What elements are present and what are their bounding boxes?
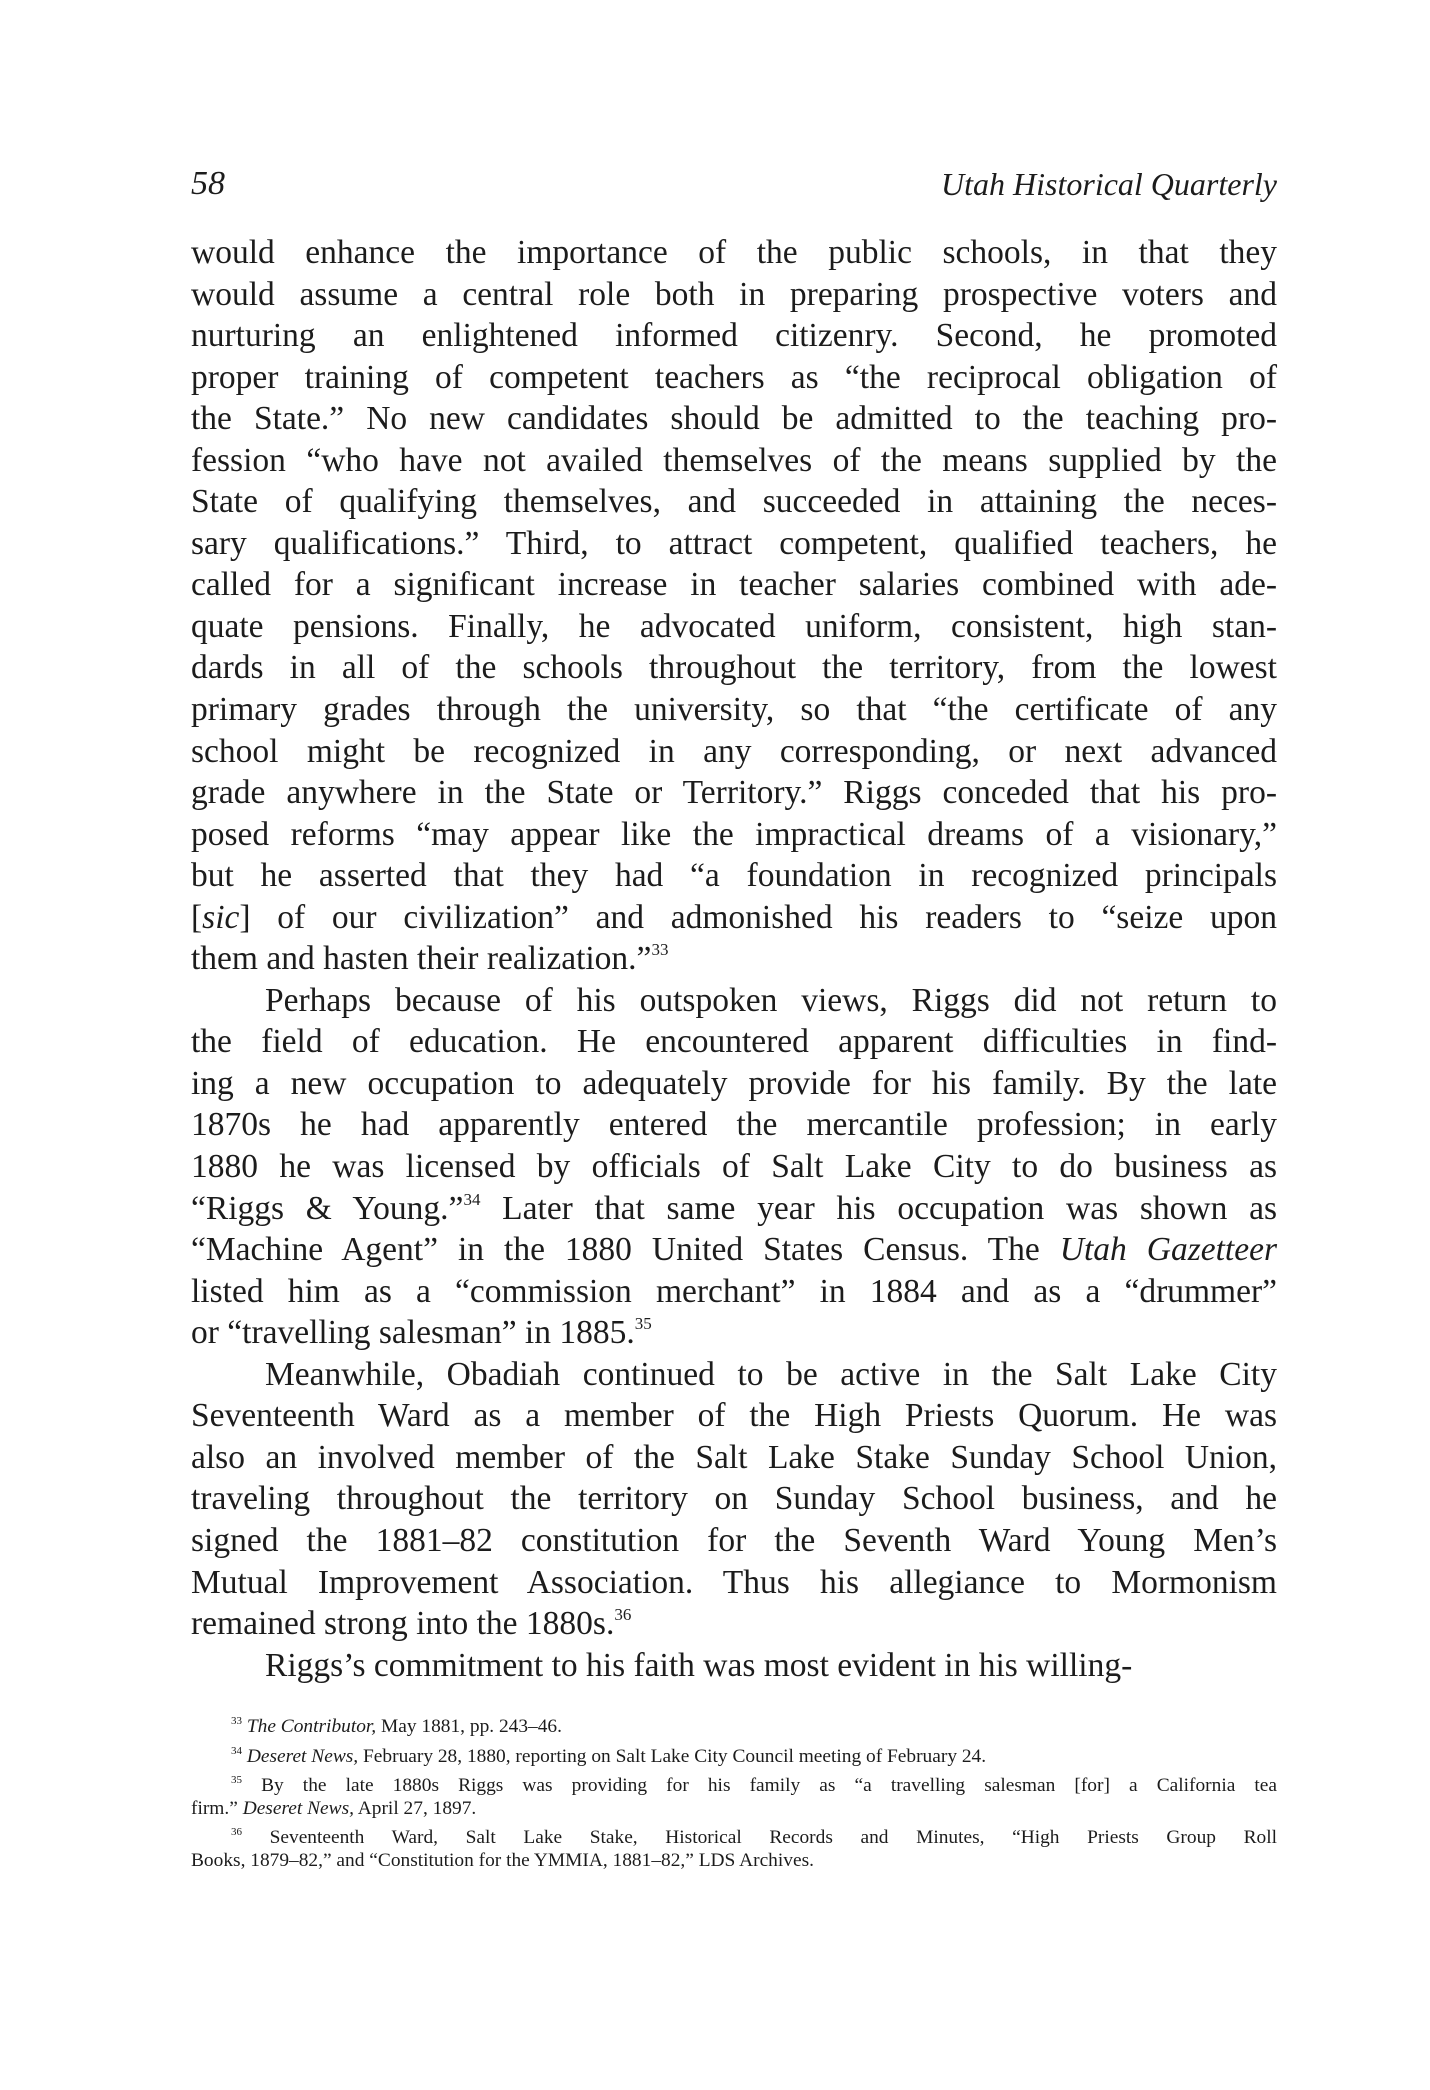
footnote-ref[interactable]: 34 (463, 1189, 481, 1209)
text-line: dards in all of the schools throughout the territory, from the lowest (191, 649, 1277, 687)
footnote-marker: 34 (231, 1744, 242, 1757)
footnote-ref[interactable]: 35 (634, 1314, 652, 1334)
text-line: listed him as a “commission merchant” in 1884 and as a “drummer” (191, 1272, 1277, 1310)
text-line: Riggs’s commitment to his faith was most evident in his willing- (265, 1646, 1133, 1684)
text-line: would assume a central role both in preparing prospective voters and (191, 275, 1277, 313)
footnote-36: $^{36}$ Seventeenth Ward, Salt Lake Stake, Historical Records and Minutes, “High Priests Group Roll (231, 1826, 1277, 1848)
text-line: “Riggs & Young.”$^{34}$ Later that same year his occupation was shown as (191, 1189, 1277, 1227)
footnote-35-cont: firm.” Deseret News, April 27, 1897. (191, 1797, 477, 1819)
footnote-36-cont: Books, 1879–82,” and “Constitution for the YMMIA, 1881–82,” LDS Archives. (191, 1849, 814, 1871)
text-line: would enhance the importance of the public schools, in that they (191, 234, 1277, 271)
text-line: school might be recognized in any corresponding, or next advanced (191, 732, 1277, 770)
text-line: primary grades through the university, so that “the certificate of any (191, 691, 1277, 729)
text-line: posed reforms “may appear like the impractical dreams of a visionary,” (191, 815, 1277, 853)
running-head (191, 162, 1277, 206)
text-line: Seventeenth Ward as a member of the High Priests Quorum. He was (191, 1397, 1277, 1435)
footnotes (191, 1716, 1277, 1872)
journal-title: Utah Historical Quarterly (941, 166, 1277, 202)
text-line: the field of education. He encountered apparent difficulties in find- (191, 1023, 1277, 1061)
text-line: or “travelling salesman” in 1885.35 (191, 1314, 652, 1352)
text-line: [sic] of our civilization” and admonished his readers to “seize upon (191, 898, 1277, 936)
text-line: grade anywhere in the State or Territory.” Riggs conceded that his pro- (191, 774, 1277, 812)
text-line: 1880 he was licensed by officials of Salt Lake City to do business as (191, 1148, 1277, 1186)
footnote-marker: 36 (231, 1826, 242, 1838)
footnote-marker: 33 (231, 1715, 242, 1727)
text-line: but he asserted that they had “a foundation in recognized principals (191, 857, 1277, 895)
footnote-ref[interactable]: 33 (651, 940, 669, 960)
footnote-35: $^{35}$ By the late 1880s Riggs was providing for his family as “a travelling salesman [for] a California tea (231, 1774, 1277, 1796)
text-line: Meanwhile, Obadiah continued to be active in the Salt Lake City (265, 1355, 1277, 1393)
footnote-33: $^{33}$ The Contributor, May 1881, pp. 243–46. (231, 1715, 562, 1737)
sic-word: sic (202, 898, 240, 936)
text-line: 1870s he had apparently entered the mercantile profession; in early (191, 1106, 1277, 1144)
text-line: ing a new occupation to adequately provide for his family. By the late (191, 1064, 1277, 1102)
utah-gazetteer-title: Utah Gazetteer (1059, 1231, 1278, 1269)
footnote-marker: 35 (231, 1774, 242, 1786)
text-line: fession “who have not availed themselves of the means supplied by the (191, 441, 1277, 479)
text-line: “Machine Agent” in the 1880 United States Census. The Utah Gazetteer (191, 1231, 1278, 1269)
text-line: also an involved member of the Salt Lake Stake Sunday School Union, (191, 1438, 1277, 1476)
text-line: them and hasten their realization.”$^{33}$ (191, 940, 669, 978)
body-text (191, 232, 1277, 1686)
footnote-ref[interactable]: 36 (614, 1605, 632, 1625)
text-line: called for a significant increase in teacher salaries combined with ade- (191, 566, 1277, 604)
page-number: 58 (191, 165, 225, 202)
text-line: Mutual Improvement Association. Thus his allegiance to Mormonism (191, 1563, 1277, 1601)
text-line: sary qualifications.” Third, to attract competent, qualified teachers, he (191, 524, 1277, 562)
text-line: traveling throughout the territory on Sunday School business, and he (191, 1480, 1277, 1518)
text-line: nurturing an enlightened informed citizenry. Second, he promoted (191, 317, 1277, 355)
footnote-34: $^{34}$ Deseret News, February 28, 1880, reporting on Salt Lake City Council meeting of February 24. (231, 1744, 987, 1767)
text-line: proper training of competent teachers as “the reciprocal obligation of (191, 358, 1277, 396)
text-line: remained strong into the 1880s.$^{36}$ (191, 1605, 632, 1643)
text-line: the State.” No new candidates should be admitted to the teaching pro- (191, 400, 1277, 438)
text-line: Perhaps because of his outspoken views, Riggs did not return to (265, 981, 1277, 1019)
text-line: signed the 1881–82 constitution for the Seventh Ward Young Men’s (191, 1521, 1277, 1559)
text-line: State of qualifying themselves, and succeeded in attaining the neces- (191, 483, 1277, 521)
text-line: quate pensions. Finally, he advocated uniform, consistent, high stan- (191, 607, 1277, 645)
